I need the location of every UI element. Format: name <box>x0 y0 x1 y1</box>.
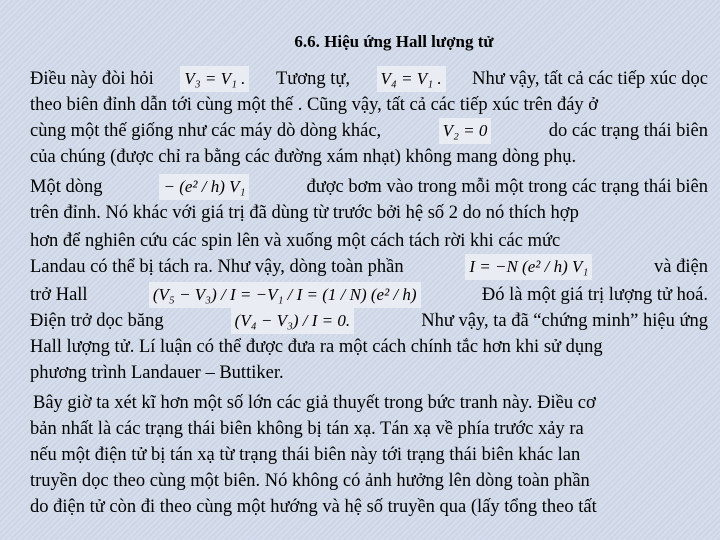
text-segment: bản nhất là các trạng thái biên không bị tán xạ. Tán xạ về phía trước xảy ra <box>30 419 584 439</box>
equation-image: (V₅ − V₃) / I = −V₁ / I = (1 / N) (e² / h) <box>149 282 421 308</box>
text-line <box>30 360 708 386</box>
text-segment: trở Hall <box>30 285 88 305</box>
text-line <box>30 118 708 144</box>
equation-image: I = −N (e² / h) V₁ <box>465 254 592 280</box>
text-segment: Một dòng <box>30 177 103 197</box>
text-segment: phương trình Landauer – Buttiker. <box>30 363 284 383</box>
text-segment: Như vậy, ta đã “chứng minh” hiệu ứng <box>421 311 708 331</box>
text-segment: Landau có thể bị tách ra. Như vậy, dòng toàn phần <box>30 257 404 277</box>
text-segment: do các trạng thái biên <box>548 121 708 141</box>
text-segment: được bơm vào trong mỗi một trong các trạng thái biên <box>306 177 708 197</box>
text-segment: truyền dọc theo cùng một biên. Nó không có ảnh hưởng lên dòng toàn phần <box>30 471 590 491</box>
text-line <box>30 334 708 360</box>
text-segment: theo biên đỉnh dẫn tới cùng một thế . Cũng vậy, tất cả các tiếp xúc trên đáy ở <box>30 95 599 115</box>
text-segment: Điều này đòi hỏi <box>30 69 154 89</box>
text-line <box>30 308 708 334</box>
text-segment: Điện trở dọc băng <box>30 311 164 331</box>
text-segment: hơn để nghiên cứu các spin lên và xuống một cách tách rời khi các mức <box>30 231 561 251</box>
equation-image: V₂ = 0 <box>439 118 492 144</box>
text-line <box>30 442 708 468</box>
text-line <box>30 416 708 442</box>
text-line <box>30 144 708 170</box>
text-segment: Bây giờ ta xét kĩ hơn một số lớn các giả thuyết trong bức tranh này. Điều cơ <box>33 393 596 413</box>
equation-image: V₃ = V₁ . <box>180 66 249 92</box>
text-line <box>30 92 708 118</box>
text-line <box>30 228 708 254</box>
text-segment: Đó là một giá trị lượng tử hoá. <box>481 285 708 305</box>
text-line <box>30 494 708 520</box>
text-line <box>33 390 708 416</box>
text-segment: và điện <box>654 257 708 277</box>
text-segment: cùng một thế giống như các máy dò dòng khác, <box>30 121 382 141</box>
equation-image: (V₄ − V₃) / I = 0. <box>231 308 355 334</box>
text-segment: Tương tự, <box>275 69 350 89</box>
text-segment: của chúng (được chỉ ra bằng các đường xám nhạt) không mang dòng phụ. <box>30 147 577 167</box>
text-segment: do điện tử còn đi theo cùng một hướng và hệ số truyền qua (lấy tổng theo tất <box>30 497 597 517</box>
text-segment: trên đỉnh. Nó khác với giá trị đã dùng từ trước bởi hệ số 2 do nó thích hợp <box>30 203 579 223</box>
text-line <box>30 66 708 92</box>
text-segment: Hall lượng tử. Lí luận có thể được đưa ra một cách chính tắc hơn khi sử dụng <box>30 337 603 357</box>
text-segment: Như vậy, tất cả các tiếp xúc dọc <box>472 69 708 89</box>
text-line <box>30 200 708 226</box>
text-line <box>30 468 708 494</box>
text-line <box>30 174 708 200</box>
text-line <box>30 282 708 308</box>
page-title: 6.6. Hiệu ứng Hall lượng tử <box>294 32 494 51</box>
equation-image: − (e² / h) V₁ <box>159 174 249 200</box>
equation-image: V₄ = V₁ . <box>377 66 446 92</box>
text-line <box>30 254 708 280</box>
text-segment: nếu một điện tử bị tán xạ từ trạng thái biên này tới trạng thái biên khác lan <box>30 445 581 465</box>
